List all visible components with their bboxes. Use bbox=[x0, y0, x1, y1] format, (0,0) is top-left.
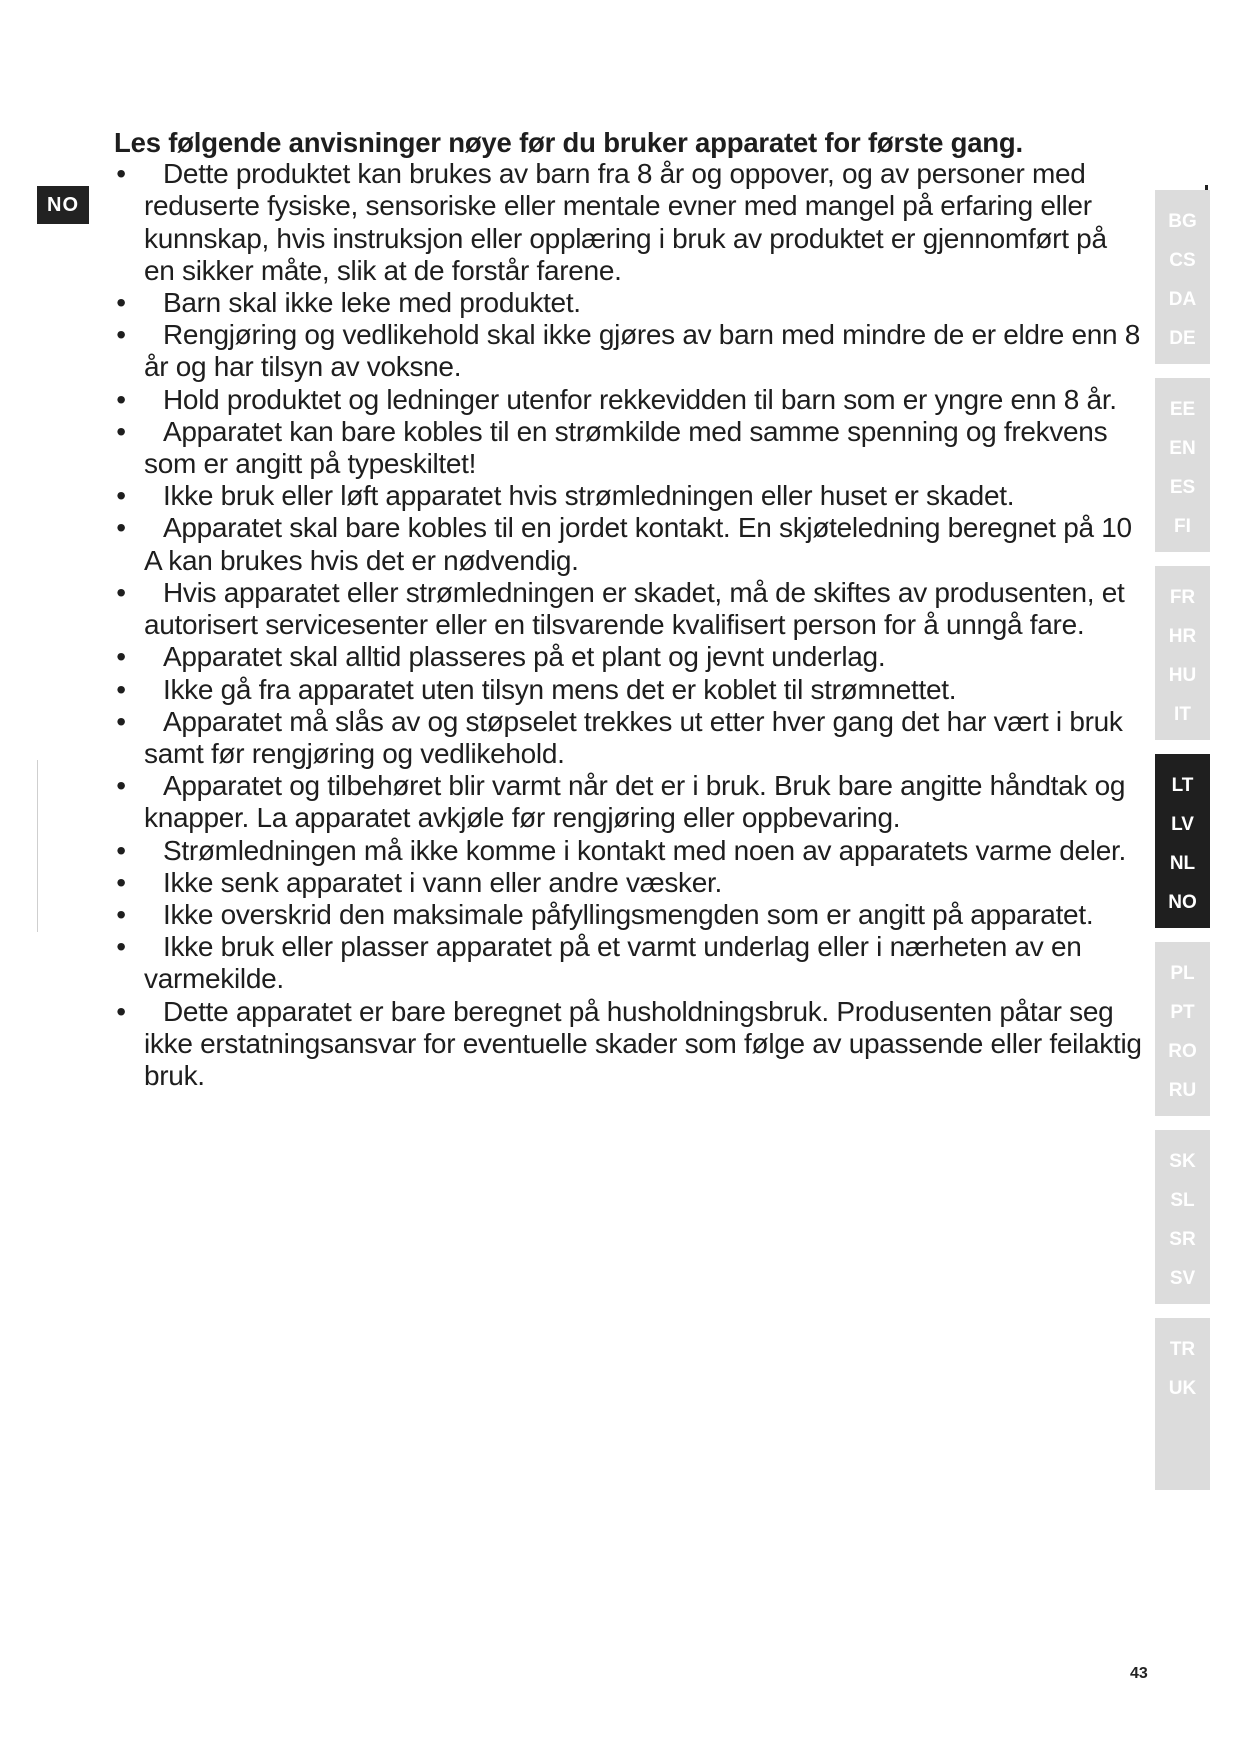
language-tab-sv[interactable]: SV bbox=[1169, 1267, 1196, 1289]
list-item-text: Barn skal ikke leke med produktet. bbox=[163, 287, 581, 319]
list-item bbox=[114, 867, 1144, 899]
list-item bbox=[114, 416, 1144, 480]
language-tab-sl[interactable]: SL bbox=[1170, 1189, 1195, 1211]
list-item-text: Apparatet må slås av og støpselet trekkes ut etter hver gang det har vært i bruk samt før rengjøring og vedlikehold. bbox=[144, 705, 1123, 769]
language-tab-de[interactable]: DE bbox=[1169, 327, 1196, 349]
bullet-icon: • bbox=[116, 415, 126, 447]
list-item-text: Apparatet kan bare kobles til en strømkilde med samme spenning og frekvens som er angitt på typeskiltet! bbox=[144, 415, 1108, 480]
language-tab-group bbox=[1155, 1318, 1210, 1490]
language-tab-en[interactable]: EN bbox=[1169, 437, 1196, 459]
bullet-icon: • bbox=[116, 931, 126, 963]
list-item-text: Ikke bruk eller løft apparatet hvis strømledningen eller huset er skadet. bbox=[163, 480, 1015, 512]
margin-rule bbox=[37, 760, 38, 932]
bullet-icon: • bbox=[116, 576, 126, 608]
list-item bbox=[114, 287, 1144, 319]
language-tab-group bbox=[1155, 190, 1210, 364]
list-item-text: Ikke bruk eller plasser apparatet på et varmt underlag eller i nærheten av en varmekilde. bbox=[144, 931, 1082, 995]
list-item-text: Dette apparatet er bare beregnet på husholdningsbruk. Produsenten påtar seg ikke erstatningsansvar for eventuelle skader som følge av upassende eller feilaktig bruk. bbox=[144, 995, 1142, 1091]
bullet-icon: • bbox=[116, 705, 126, 737]
list-item-text: Apparatet og tilbehøret blir varmt når det er i bruk. Bruk bare angitte håndtak og knapper. La apparatet avkjøle før rengjøring eller oppbevaring. bbox=[144, 770, 1126, 834]
bullet-icon: • bbox=[116, 995, 126, 1027]
list-item-text: Rengjøring og vedlikehold skal ikke gjøres av barn med mindre de er eldre enn 8 år og har tilsyn av voksne. bbox=[144, 319, 1141, 383]
list-item bbox=[114, 674, 1144, 706]
language-tab-cs[interactable]: CS bbox=[1169, 249, 1196, 271]
list-item bbox=[114, 996, 1144, 1093]
bullet-icon: • bbox=[116, 512, 126, 544]
language-tab-bg[interactable]: BG bbox=[1168, 210, 1197, 232]
bullet-icon: • bbox=[116, 319, 126, 351]
list-item-text: Hold produktet og ledninger utenfor rekkevidden til barn som er yngre enn 8 år. bbox=[163, 383, 1117, 415]
list-item-text: Ikke senk apparatet i vann eller andre væsker. bbox=[163, 866, 722, 898]
language-tab-es[interactable]: ES bbox=[1169, 476, 1196, 498]
list-item bbox=[114, 512, 1144, 576]
language-tab-lv[interactable]: LV bbox=[1171, 813, 1194, 835]
list-item bbox=[114, 641, 1144, 673]
list-item bbox=[114, 480, 1144, 512]
language-tab-hr[interactable]: HR bbox=[1168, 625, 1197, 647]
list-item-text: Ikke gå fra apparatet uten tilsyn mens det er koblet til strømnettet. bbox=[163, 673, 957, 705]
list-item bbox=[114, 319, 1144, 383]
bullet-icon: • bbox=[116, 287, 126, 319]
safety-instructions bbox=[114, 128, 1144, 1092]
language-tab-tr[interactable]: TR bbox=[1169, 1338, 1196, 1360]
bullet-icon: • bbox=[116, 383, 126, 415]
list-item-text: Apparatet skal bare kobles til en jordet kontakt. En skjøteledning beregnet på 10 A kan brukes hvis det er nødvendig. bbox=[144, 512, 1132, 576]
language-tab-group bbox=[1155, 942, 1210, 1116]
page-number: 43 bbox=[1130, 1665, 1148, 1682]
language-tab-hu[interactable]: HU bbox=[1168, 664, 1197, 686]
bullet-icon: • bbox=[116, 673, 126, 705]
list-item bbox=[114, 158, 1144, 287]
list-item bbox=[114, 384, 1144, 416]
language-tab-ro[interactable]: RO bbox=[1168, 1040, 1197, 1062]
language-tab-group bbox=[1155, 378, 1210, 552]
list-item bbox=[114, 899, 1144, 931]
list-item-text: Hvis apparatet eller strømledningen er skadet, må de skiftes av produsenten, et autorisert servicesenter eller en tilsvarende kvalifisert person for å unngå fare. bbox=[144, 576, 1125, 641]
list-item bbox=[114, 835, 1144, 867]
list-item-text: Ikke overskrid den maksimale påfyllingsmengden som er angitt på apparatet. bbox=[163, 898, 1094, 930]
language-tab-da[interactable]: DA bbox=[1168, 288, 1197, 310]
language-tab-pl[interactable]: PL bbox=[1170, 962, 1195, 984]
list-item-text: Apparatet skal alltid plasseres på et plant og jevnt underlag. bbox=[163, 641, 886, 673]
language-label: NO bbox=[37, 186, 89, 224]
list-item-text: Strømledningen må ikke komme i kontakt med noen av apparatets varme deler. bbox=[163, 834, 1126, 866]
list-item bbox=[114, 770, 1144, 834]
section-heading: Les følgende anvisninger nøye før du bruker apparatet for første gang. bbox=[114, 127, 1023, 158]
bullet-icon: • bbox=[116, 641, 126, 673]
list-item bbox=[114, 706, 1144, 770]
bullet-icon: • bbox=[116, 834, 126, 866]
bullet-icon: • bbox=[116, 480, 126, 512]
language-tab-pt[interactable]: PT bbox=[1170, 1001, 1195, 1023]
language-tab-fr[interactable]: FR bbox=[1169, 586, 1196, 608]
language-tab-uk[interactable]: UK bbox=[1168, 1377, 1197, 1399]
language-tab-sk[interactable]: SK bbox=[1169, 1150, 1196, 1172]
language-tab-nl[interactable]: NL bbox=[1169, 852, 1196, 874]
list-item bbox=[114, 577, 1144, 641]
language-tab-lt[interactable]: LT bbox=[1171, 774, 1194, 796]
language-tab-sr[interactable]: SR bbox=[1169, 1228, 1196, 1250]
bullet-icon: • bbox=[116, 898, 126, 930]
language-tab-it[interactable]: IT bbox=[1174, 703, 1191, 725]
list-item-text: Dette produktet kan brukes av barn fra 8 år og oppover, og av personer med reduserte fysiske, sensoriske eller mentale evner med mangel på erfaring eller kunnskap, hvis instruksjon eller opplæring i bruk av produktet er gjennomført på en sikker måte, slik at de forstår farene. bbox=[144, 158, 1107, 286]
language-tab-no[interactable]: NO bbox=[1168, 891, 1197, 913]
instruction-list bbox=[114, 158, 1144, 1092]
bullet-icon: • bbox=[116, 770, 126, 802]
language-tab-ru[interactable]: RU bbox=[1168, 1079, 1197, 1101]
bullet-icon: • bbox=[116, 158, 126, 190]
language-tab-group bbox=[1155, 754, 1210, 928]
list-item bbox=[114, 931, 1144, 995]
language-tab-group bbox=[1155, 1130, 1210, 1304]
language-tab-fi[interactable]: FI bbox=[1174, 515, 1191, 537]
language-tab-group bbox=[1155, 566, 1210, 740]
language-tab-ee[interactable]: EE bbox=[1169, 398, 1196, 420]
bullet-icon: • bbox=[116, 866, 126, 898]
